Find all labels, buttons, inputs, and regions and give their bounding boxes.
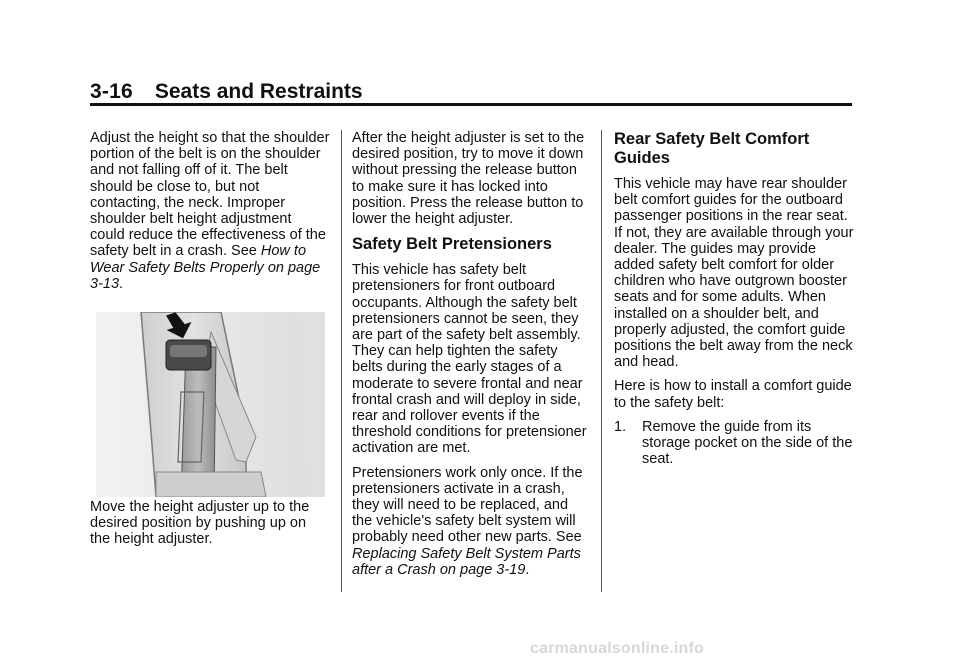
paragraph-pretensioners-once <box>352 465 592 578</box>
link-replacing-parts[interactable]: Replacing Safety Belt System Parts after a Crash on page 3-19 <box>352 545 581 578</box>
column-3 <box>614 130 859 467</box>
paragraph-install-intro: Here is how to install a comfort guide to the safety belt: <box>614 378 852 411</box>
step-number: 1. <box>614 418 627 435</box>
heading-pretensioners: Safety Belt Pretensioners <box>352 235 552 254</box>
paragraph-pretensioners: This vehicle has safety belt pretensioners for front outboard occupants. Although the safety belt pretensioners cannot be seen, they are part of the safety belt assembly. They can help tighten the safety belts during the early stages of a moderate to severe frontal and near frontal crash and will deploy in side, rear and rollover events if the threshold conditions for pretensioner activation are met. <box>352 262 587 457</box>
link-how-to-wear[interactable]: How to Wear Safety Belts Properly on page 3-13 <box>90 243 321 292</box>
column-divider-1 <box>341 130 342 592</box>
paragraph-height-locked: After the height adjuster is set to the desired position, try to move it down without pressing the release button to make sure it has locked into position. Press the release button to lower the height adjuster. <box>352 130 585 228</box>
paragraph-move-adjuster: Move the height adjuster up to the desired position by pushing up on the height adjuster. <box>90 499 310 548</box>
watermark: carmanualsonline.info <box>530 640 705 657</box>
paragraph-comfort-guides: This vehicle may have rear shoulder belt comfort guides for the outboard passenger positions in the rear seat. If not, they are available through your dealer. The guides may provide added safety belt comfort for older children who have outgrown booster seats and for some adults. When installed on a shoulder belt, and properly adjusted, the comfort guide positions the belt away from the neck and head. <box>614 176 854 371</box>
column-divider-2 <box>601 130 602 592</box>
page-header <box>90 80 850 104</box>
step-1 <box>614 419 859 468</box>
para1-end: . <box>119 275 124 292</box>
paragraph-height-adjust <box>90 130 330 292</box>
heading-comfort-guides: Rear Safety Belt Comfort Guides <box>614 130 810 167</box>
page-number: 3-16 <box>90 80 133 103</box>
column-2 <box>352 130 592 586</box>
step-text: Remove the guide from its storage pocket on the side of the seat. <box>642 418 853 468</box>
section-title: Seats and Restraints <box>154 80 363 103</box>
para3-end: . <box>525 561 530 578</box>
para3-text: Pretensioners work only once. If the pretensioners activate in a crash, they will need to be replaced, and the vehicle's safety belt system will probably need other new parts. See <box>352 464 583 546</box>
para1-text: Adjust the height so that the shoulder portion of the belt is on the shoulder and not falling off of it. The belt should be close to, but not contacting, the neck. Improper shoulder belt height adjustment could reduce the effectiveness of the safety belt in a crash. See <box>90 130 330 260</box>
header-rule <box>90 103 852 106</box>
height-adjuster-illustration <box>96 312 325 497</box>
